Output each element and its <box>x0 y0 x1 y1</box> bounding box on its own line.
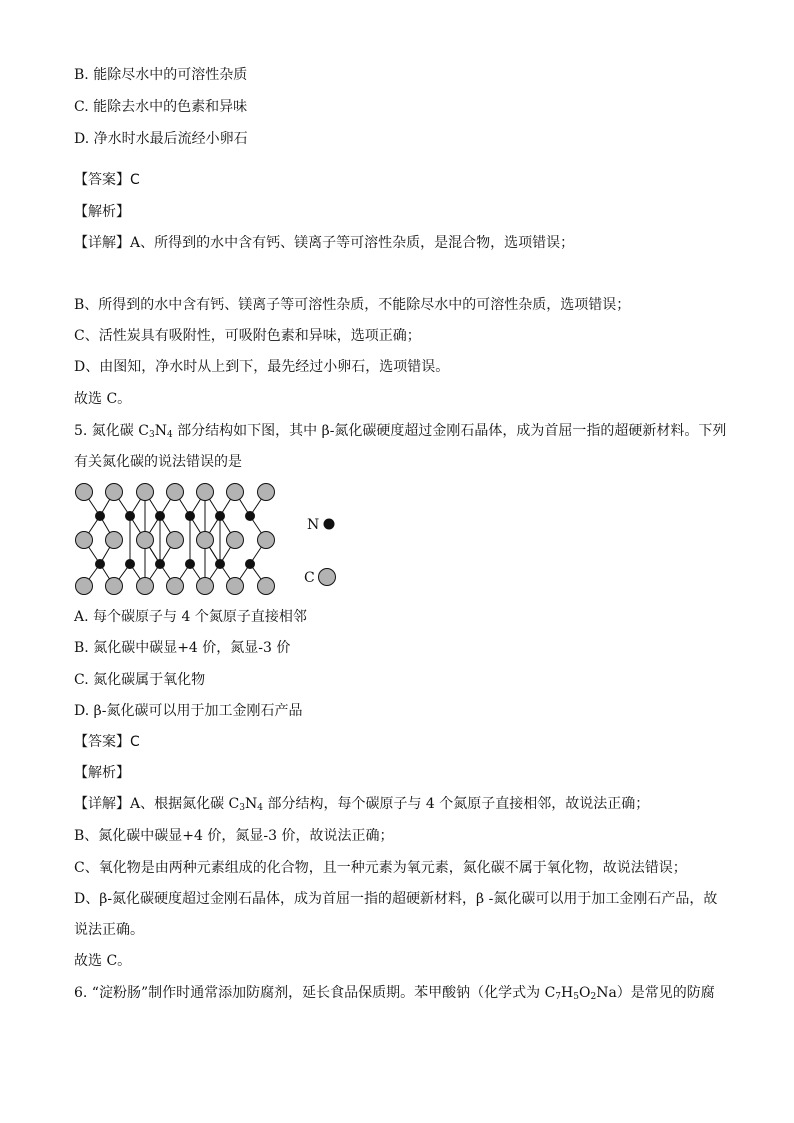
legend-n-dot <box>324 519 335 530</box>
carbon-nitride-structure-figure <box>68 478 348 598</box>
q5-option-b: B. 氮化碳中碳显+4 价，氮显-3 价 <box>74 640 291 656</box>
q6-mid2: O <box>578 985 591 1001</box>
q5-detail-d-line1: D、β-氮化碳硬度超过金刚石晶体，成为首屈一指的超硬新材料，β -氮化碳可以用于加工金刚石产品，故 <box>74 891 718 907</box>
q5-detail-a-sub1: 3 <box>239 803 246 813</box>
q6-sub3: 2 <box>590 992 597 1002</box>
q5-detail-b: B、氮化碳中碳显+4 价，氮显-3 价，故说法正确； <box>74 828 394 844</box>
q5-stem-post: 部分结构如下图，其中 β-氮化碳硬度超过金刚石晶体，成为首屈一指的超硬新材料。下列 <box>172 423 727 439</box>
q6-sub1: 7 <box>555 992 562 1002</box>
q5-stem-line2: 有关氮化碳的说法错误的是 <box>74 454 242 470</box>
q4-conclusion: 故选 C。 <box>74 391 132 407</box>
q4-option-c: C. 能除去水中的色素和异味 <box>74 99 248 115</box>
q5-stem-sub1: 3 <box>148 430 155 440</box>
q5-analysis-label: 【解析】 <box>74 765 130 781</box>
q5-detail-a-post: 部分结构，每个碳原子与 4 个氮原子直接相邻，故说法正确； <box>263 796 650 812</box>
q6-stem <box>74 985 715 1005</box>
q5-stem-pre: 5. 氮化碳 C <box>74 423 149 439</box>
legend-n-label: N <box>307 517 320 533</box>
q4-answer: 【答案】C <box>74 172 140 188</box>
q6-stem-post: Na）是常见的防腐 <box>596 985 715 1001</box>
q5-detail-a <box>74 796 649 816</box>
q5-answer: 【答案】C <box>74 734 140 750</box>
q5-option-d: D. β-氮化碳可以用于加工金刚石产品 <box>74 703 303 719</box>
q5-detail-c: C、氧化物是由两种元素组成的化合物，且一种元素为氧元素，氮化碳不属于氧化物，故说法错误； <box>74 860 687 876</box>
carbon-atoms <box>76 484 275 595</box>
legend-c-label: C <box>304 570 315 586</box>
q6-mid1: H <box>561 985 574 1001</box>
q5-detail-d-line2: 说法正确。 <box>74 922 144 938</box>
q4-detail-b: B、所得到的水中含有钙、镁离子等可溶性杂质，不能除尽水中的可溶性杂质，选项错误； <box>74 297 631 313</box>
q5-stem-sub2: 4 <box>166 430 173 440</box>
legend-c-dot <box>319 569 336 586</box>
q4-option-d: D. 净水时水最后流经小卵石 <box>74 131 248 147</box>
q5-stem-line1 <box>74 423 726 443</box>
q6-stem-pre: 6. “淀粉肠”制作时通常添加防腐剂，延长食品保质期。苯甲酸钠（化学式为 C <box>74 985 556 1001</box>
q4-detail-c: C、活性炭具有吸附性，可吸附色素和异味，选项正确； <box>74 328 421 344</box>
q5-detail-a-pre: 【详解】A、根据氮化碳 C <box>74 796 240 812</box>
q5-option-c: C. 氮化碳属于氧化物 <box>74 672 206 688</box>
q4-detail-a: 【详解】A、所得到的水中含有钙、镁离子等可溶性杂质，是混合物，选项错误； <box>74 235 575 251</box>
q4-option-b: B. 能除尽水中的可溶性杂质 <box>74 67 248 83</box>
q5-stem-mid: N <box>154 423 167 439</box>
q4-detail-d: D、由图知，净水时从上到下，最先经过小卵石，选项错误。 <box>74 359 450 375</box>
q5-detail-a-sub2: 4 <box>257 803 263 813</box>
q6-sub2: 5 <box>573 992 579 1002</box>
q5-conclusion: 故选 C。 <box>74 953 132 969</box>
q5-option-a: A. 每个碳原子与 4 个氮原子直接相邻 <box>74 609 307 625</box>
q5-detail-a-mid: N <box>245 796 258 812</box>
q4-analysis-label: 【解析】 <box>74 204 130 220</box>
